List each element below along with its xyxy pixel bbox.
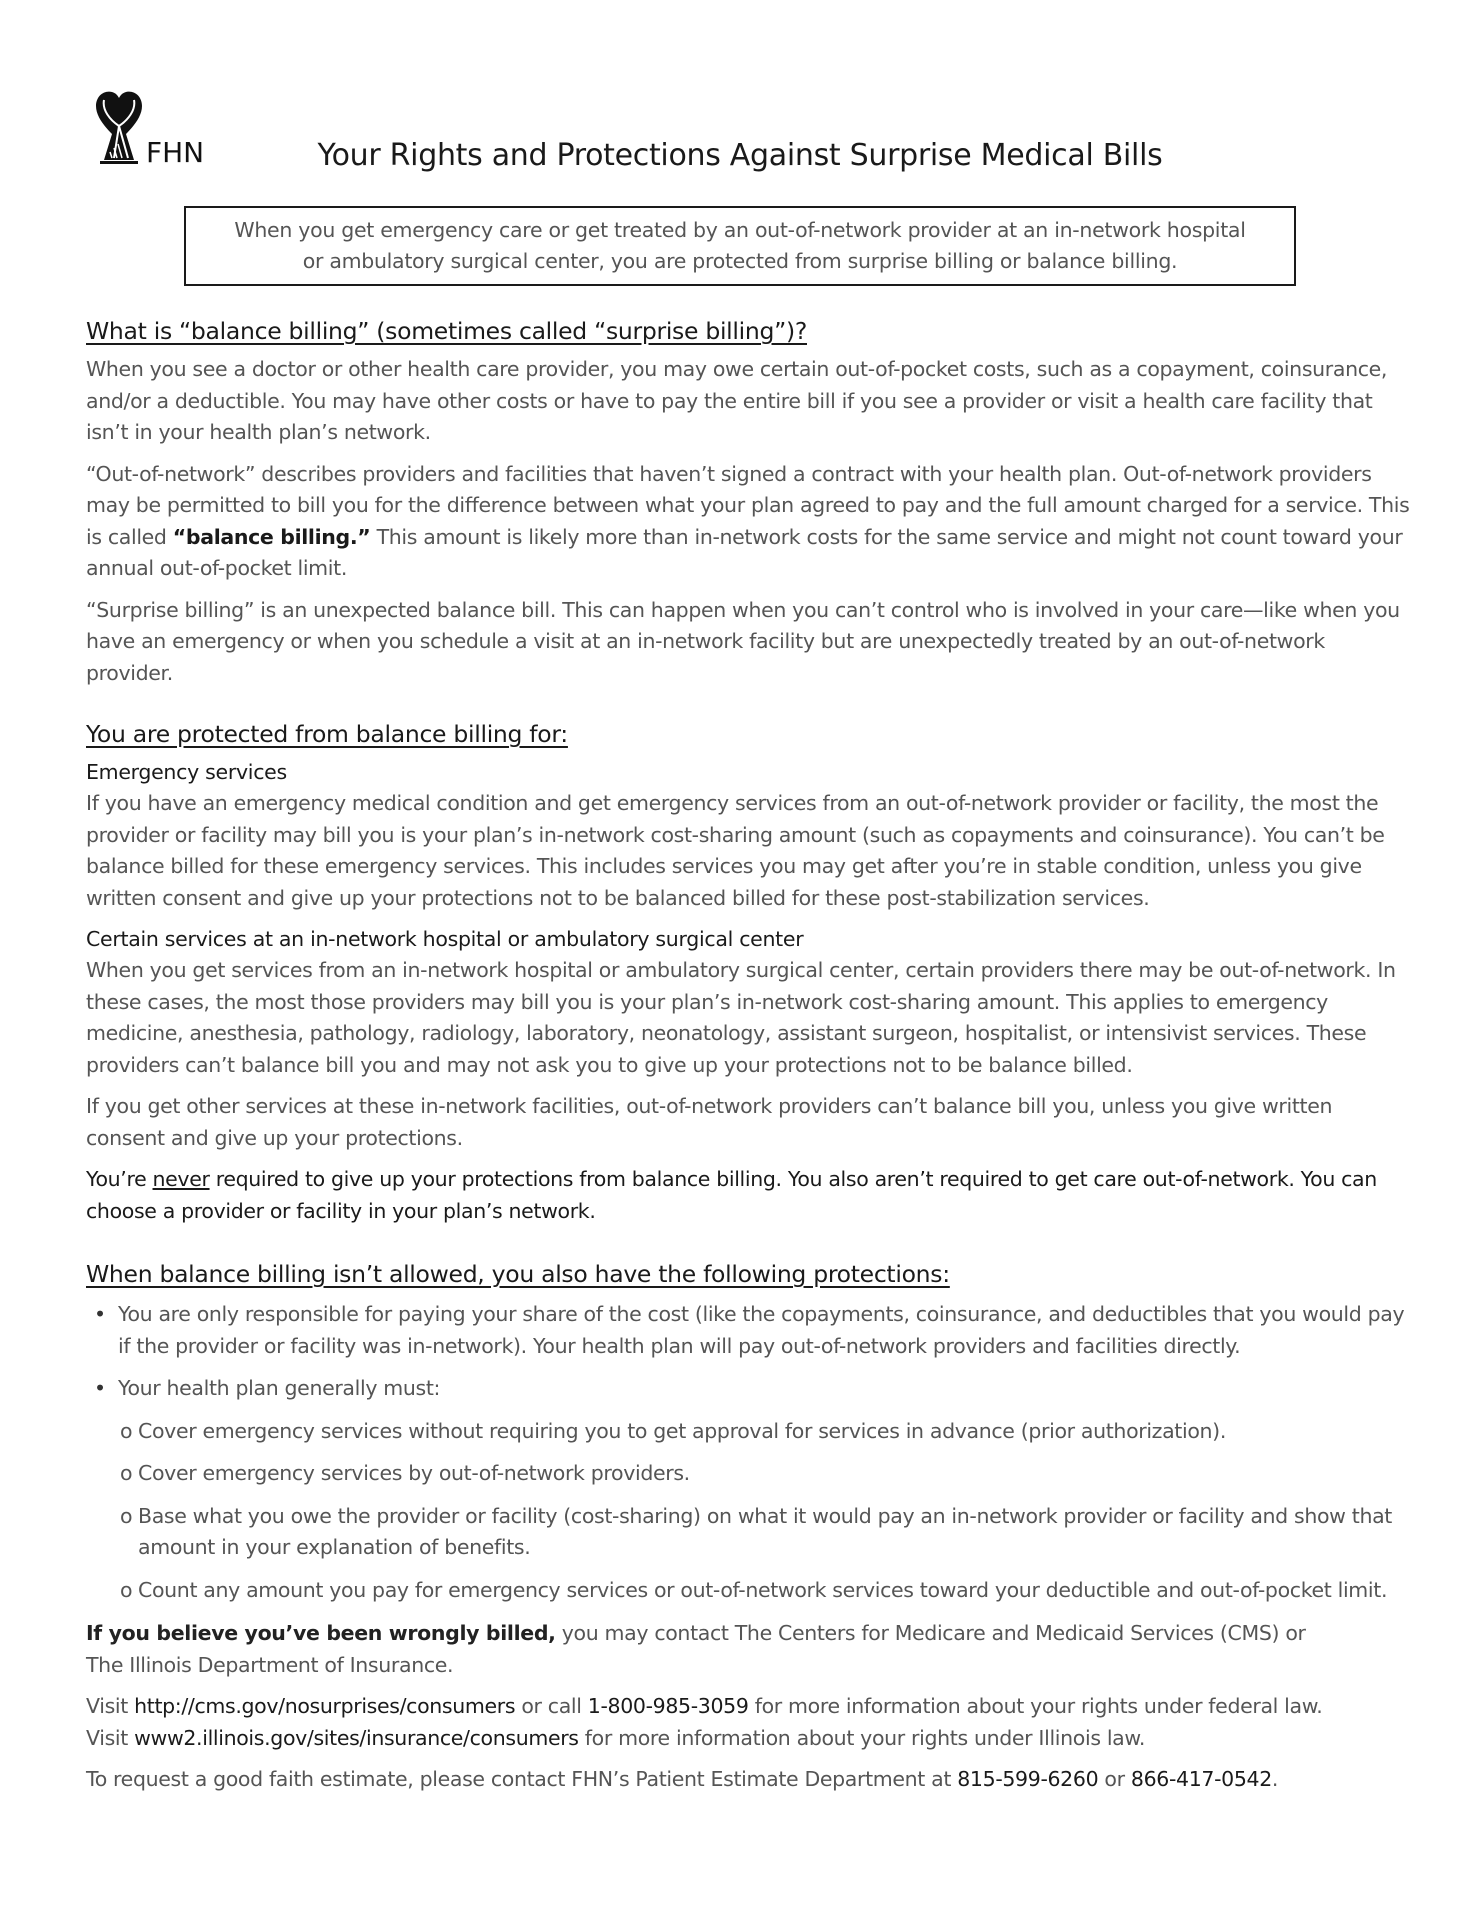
- sub-bullet-icon: o: [120, 1503, 133, 1528]
- document-body: [86, 314, 1410, 1796]
- text: “Out-of-network” describes providers and facilities that haven’t signed a contract with your health plan. Out-of-network providers may be permitted to bill you for the difference between what your plan agreed to pay and the full amount charged for a service. This is called: [86, 461, 1410, 549]
- estimate-phone-2-link[interactable]: 866-417-0542: [1130, 1767, 1272, 1791]
- sub-bullet-icon: o: [120, 1461, 133, 1485]
- list-item: [86, 1373, 1410, 1405]
- bullet-icon: •: [94, 1376, 106, 1400]
- intro-line-2: or ambulatory surgical center, you are protected from surprise billing or balance billing.: [302, 249, 1178, 273]
- text: required to give up your protections from balance billing. You also aren’t required to get care out-of-network. You can choose a provider or facility in your plan’s network.: [86, 1167, 1377, 1223]
- protections-list: [86, 1299, 1410, 1405]
- paragraph-in-network-services: When you get services from an in-network hospital or ambulatory surgical center, certain providers there may be out-of-network. In these cases, the most those providers may bill you is your plan’s in-network cost-sharing amount. This applies to emergency medicine, anesthesia, pathology, radiology, laboratory, neonatology, assistant surgeon, hospitalist, or intensivist services. These providers can’t balance bill you and may not ask you to give up your protections not to be balance billed.: [86, 958, 1396, 1077]
- sub-list-item-text: Cover emergency services by out-of-network providers.: [138, 1461, 690, 1485]
- plan-requirements-list: [86, 1416, 1410, 1607]
- paragraph-out-of-network: [86, 459, 1410, 585]
- cms-phone-link[interactable]: 1-800-985-3059: [587, 1694, 749, 1718]
- section-heading-additional-protections: When balance billing isn’t allowed, you also have the following protections:: [86, 1260, 950, 1288]
- section-additional-protections: [86, 1257, 1410, 1606]
- never-emphasis: never: [152, 1167, 210, 1191]
- page-title: Your Rights and Protections Against Surprise Medical Bills: [317, 138, 1163, 173]
- cms-link[interactable]: http://cms.gov/nosurprises/consumers: [134, 1694, 516, 1718]
- estimate-paragraph: [86, 1764, 1410, 1796]
- wrongly-billed-lead: If you believe you’ve been wrongly billed,: [86, 1621, 556, 1645]
- fhn-logo: [90, 86, 220, 166]
- section-balance-billing: [86, 314, 1410, 689]
- text: To request a good faith estimate, please contact FHN’s Patient Estimate Department at: [86, 1767, 958, 1791]
- sub-bullet-icon: o: [120, 1577, 133, 1602]
- never-required-note: [86, 1164, 1410, 1227]
- section-protected: [86, 717, 1410, 1227]
- paragraph-other-services: If you get other services at these in-network facilities, out-of-network providers can’t balance bill you, unless you give written consent and give up your protections.: [86, 1094, 1333, 1150]
- subheading-in-network-services: Certain services at an in-network hospital or ambulatory surgical center: [86, 927, 804, 951]
- federal-law-paragraph: [86, 1691, 1410, 1754]
- text: for more information about your rights under Illinois law.: [578, 1725, 1146, 1750]
- logo-text: FHN: [146, 136, 205, 166]
- balance-billing-term: “balance billing.”: [172, 524, 371, 549]
- intro-line-1: When you get emergency care or get treated by an out-of-network provider at an in-network hospital: [234, 218, 1246, 242]
- illinois-insurance-link[interactable]: www2.illinois.gov/sites/insurance/consumers: [134, 1725, 579, 1750]
- text: or call: [515, 1694, 588, 1718]
- intro-notice-box: [184, 206, 1296, 286]
- sub-list-item-text: Count any amount you pay for emergency services or out-of-network services toward your deductible and out-of-pocket limit.: [138, 1577, 1388, 1602]
- sub-list-item-text: Base what you owe the provider or facility (cost-sharing) on what it would pay an in-network provider or facility and show that amount in your explanation of benefits.: [138, 1503, 1392, 1559]
- text: Visit: [86, 1725, 135, 1750]
- text: for more information about your rights under federal law.: [748, 1694, 1323, 1718]
- hands-holding-heart-icon: [90, 86, 220, 166]
- paragraph-out-of-pocket: When you see a doctor or other health care provider, you may owe certain out-of-pocket costs, such as a copayment, coinsurance, and/or a deductible. You may have other costs or have to pay the entire bill if you see a provider or visit a health care facility that isn’t in your health plan’s network.: [86, 357, 1388, 444]
- wrongly-billed-paragraph: [86, 1618, 1410, 1681]
- text: This amount is likely more than in-network costs for the same service and might not count toward your annual out-of-pocket limit.: [86, 524, 1403, 580]
- section-heading-protected: You are protected from balance billing for:: [86, 720, 568, 748]
- section-contact: [86, 1618, 1410, 1796]
- paragraph-emergency-services: If you have an emergency medical condition and get emergency services from an out-of-network provider or facility, the most the provider or facility may bill you is your plan’s in-network cost-sharing amount (such as copayments and coinsurance). You can’t be balance billed for these emergency services. This includes services you may get after you’re in stable condition, unless you give written consent and give up your protections not to be balanced billed for these post-stabilization services.: [86, 791, 1385, 910]
- sub-list-item: [86, 1575, 1410, 1607]
- list-item-text: You are only responsible for paying your share of the cost (like the copayments, coinsurance, and deductibles that you would pay if the provider or facility was in-network). Your health plan will pay out-of-network providers and facilities directly.: [118, 1302, 1405, 1358]
- list-item-text: Your health plan generally must:: [118, 1376, 441, 1400]
- sub-list-item: [86, 1416, 1410, 1448]
- text: You’re: [86, 1167, 153, 1191]
- text: you may contact The Centers for Medicare and Medicaid Services (CMS) or: [555, 1621, 1306, 1645]
- list-item: [86, 1299, 1410, 1362]
- sub-list-item: [86, 1501, 1410, 1564]
- estimate-phone-1-link[interactable]: 815-599-6260: [957, 1767, 1099, 1791]
- bullet-icon: •: [94, 1302, 106, 1326]
- subheading-emergency-services: Emergency services: [86, 760, 287, 784]
- sub-bullet-icon: o: [120, 1418, 133, 1443]
- section-heading-balance-billing: What is “balance billing” (sometimes called “surprise billing”)?: [86, 317, 807, 345]
- text: .: [1271, 1767, 1279, 1791]
- text: The Illinois Department of Insurance.: [86, 1652, 454, 1677]
- sub-list-item: [86, 1458, 1410, 1490]
- paragraph-surprise-billing: “Surprise billing” is an unexpected balance bill. This can happen when you can’t control who is involved in your care—like when you have an emergency or when you schedule a visit at an in-network facility but are unexpectedly treated by an out-of-network provider.: [86, 597, 1400, 685]
- text: Visit: [86, 1694, 135, 1718]
- text: or: [1098, 1767, 1131, 1791]
- sub-list-item-text: Cover emergency services without requiring you to get approval for services in advance (prior authorization).: [138, 1418, 1226, 1443]
